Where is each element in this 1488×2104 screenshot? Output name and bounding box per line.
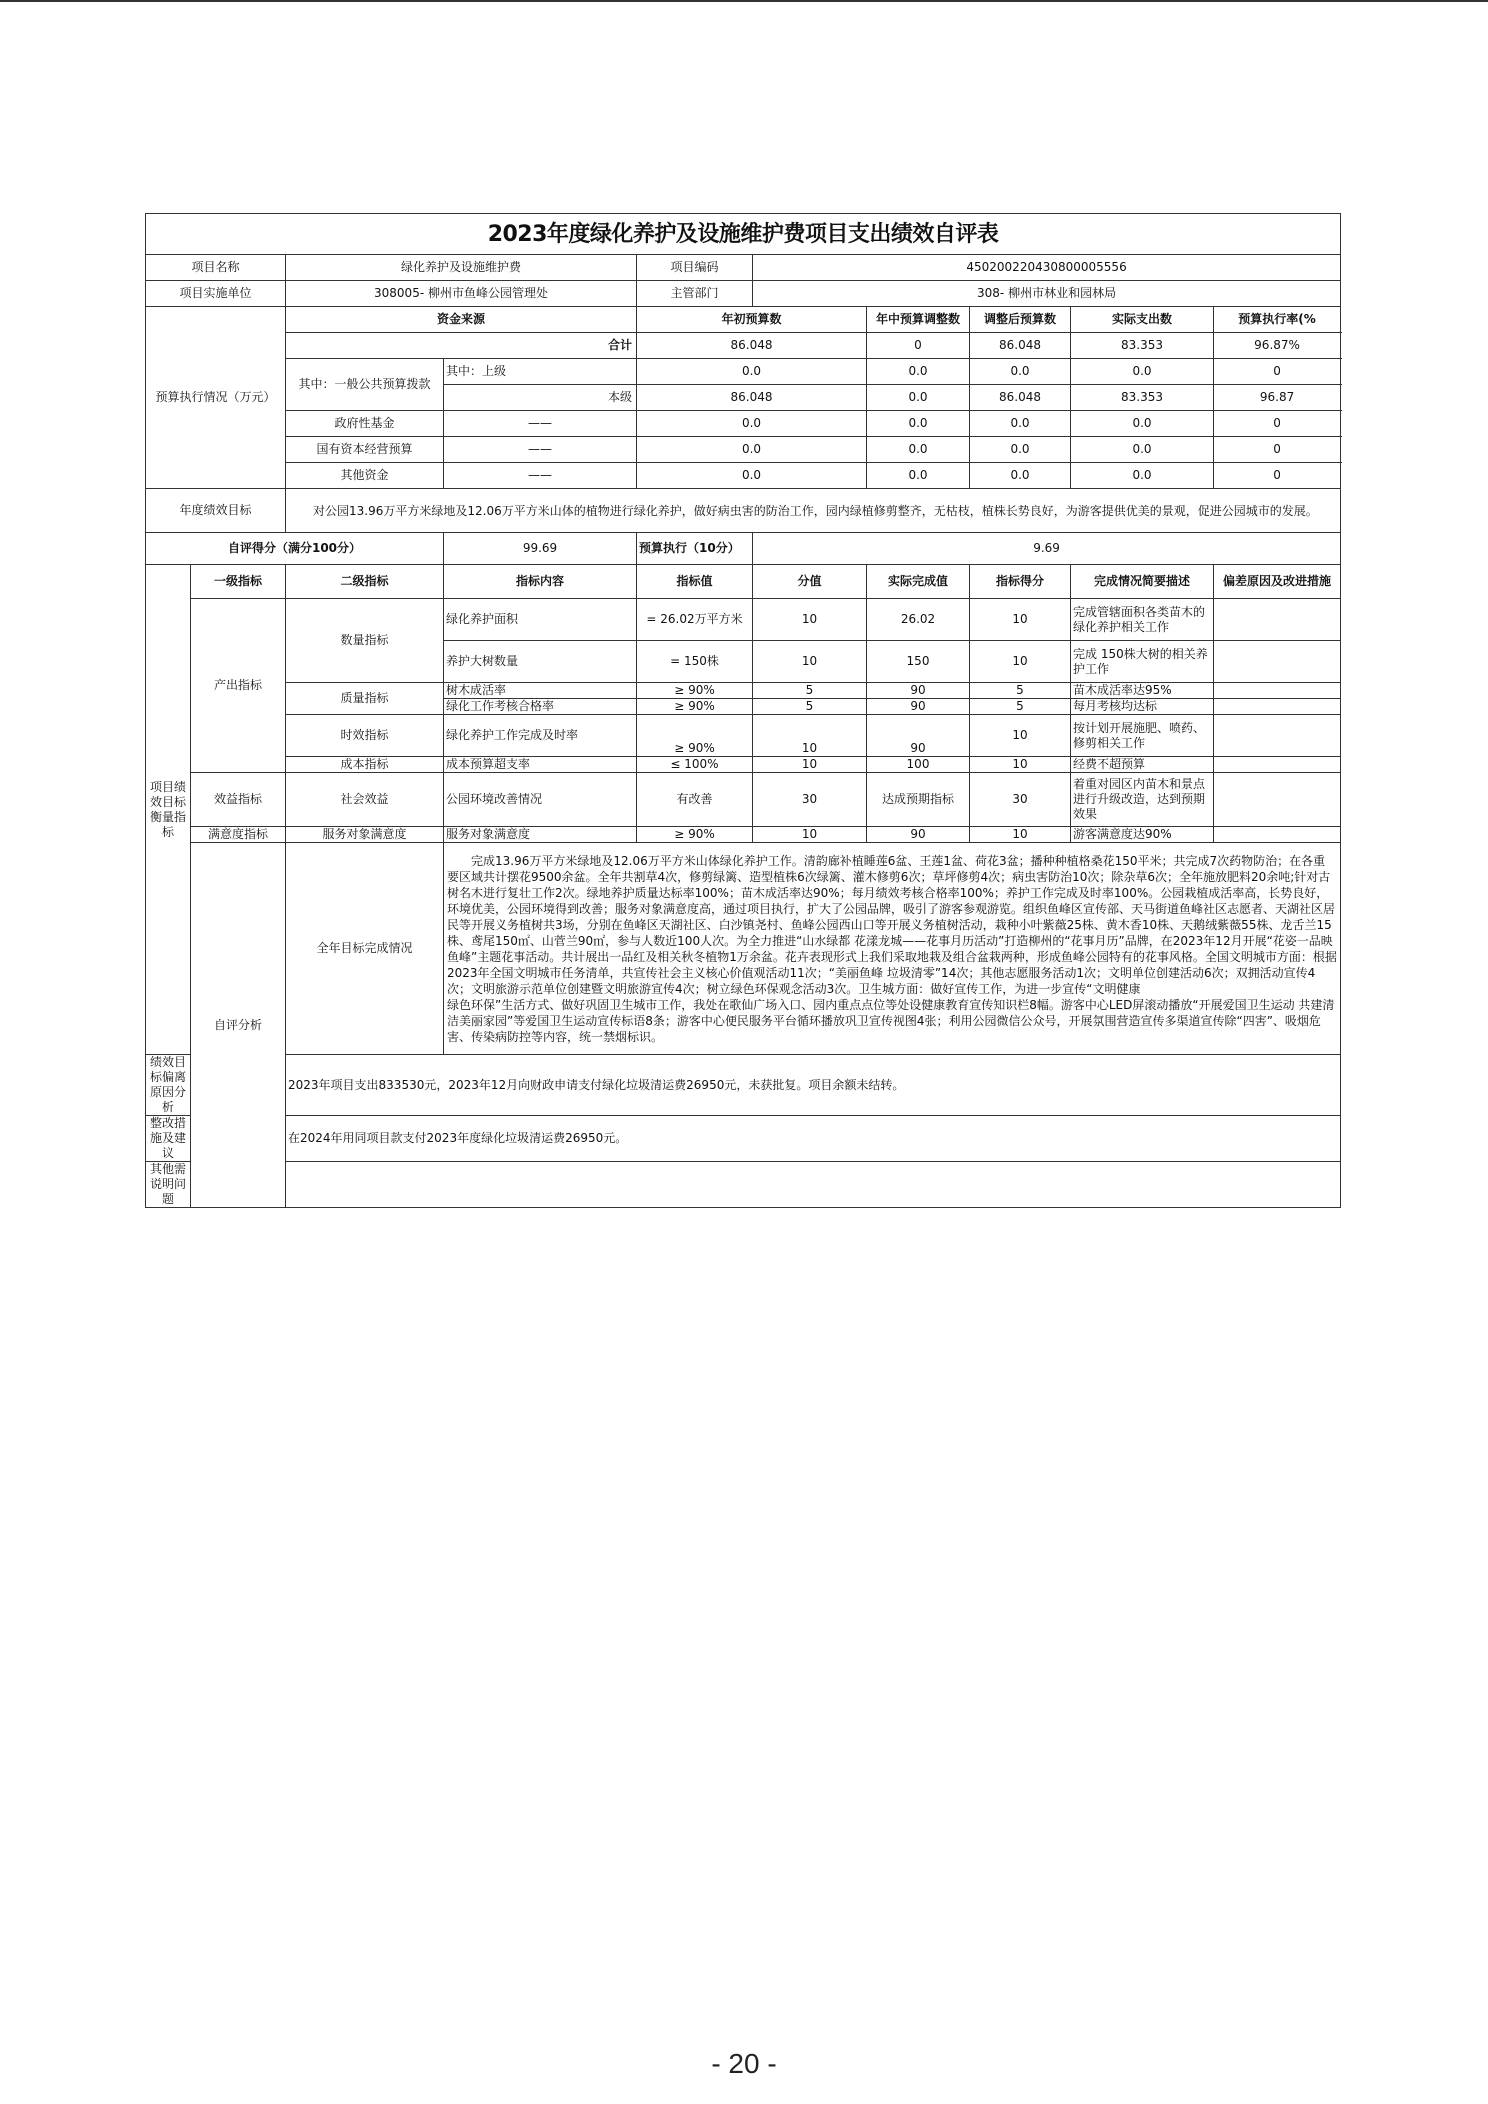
budget-row-label: 国有资本经营预算 [286,437,444,463]
indicator-target: ≥ 90% [637,827,753,843]
budget-sub-label: 本级 [444,385,637,411]
rectify-label: 整改措施及建议 [146,1116,191,1162]
analysis-section-label: 自评分析 [191,843,286,1208]
indicator-content: 公园环境改善情况 [444,773,637,827]
indicator-actual: 达成预期指标 [867,773,970,827]
indicator-weight: 5 [753,699,867,715]
indicator-row [146,773,1341,827]
budget-row-superior [146,359,1341,385]
project-unit-label: 项目实施单位 [146,281,286,307]
indicator-desc: 苗木成活率达95% [1071,683,1214,699]
indicator-actual: 100 [867,757,970,773]
group-benefit: 效益指标 [191,773,286,827]
budget-sub-label: 其中：上级 [444,359,637,385]
budget-initial: 0.0 [637,359,867,385]
budget-midyear: 0.0 [867,437,970,463]
header-actual-spend: 实际支出数 [1071,307,1214,333]
indicator-content: 养护大树数量 [444,641,637,683]
budget-midyear: 0 [867,333,970,359]
indicator-target: ≥ 90% [637,715,753,757]
completion-label: 全年目标完成情况 [286,843,444,1055]
annual-goal-label: 年度绩效目标 [146,489,286,533]
indicator-row [146,715,1341,757]
budget-actual: 0.0 [1071,359,1214,385]
completion-paragraph-1: 完成13.96万平方米绿地及12.06万平方米山体绿化养护工作。清韵廊补植睡莲6盆、王莲1盆、荷花3盆；播种种植格桑花150平米；共完成7次药物防治；在各重要区域共计摆花9500余盆。全年共割草4次，修剪绿篱、造型植株6次绿篱、灌木修剪6次；草坪修剪4次；病虫害防治10次；除杂草6次；全年施放肥料20余吨;针对古树名木进行复壮工作2次。绿地养护质量达标率100%；苗木成活率达90%；每月绩效考核合格率100%；养护工作完成及时率100%。公园栽植成活率高，长势良好，环境优美，公园环境得到改善；服务对象满意度高，通过项目执行，扩大了公园品牌，吸引了游客参观游览。组织鱼峰区宣传部、天马街道鱼峰社区志愿者、天湖社区居民等开展义务植树共3场，分别在鱼峰区天湖社区、白沙镇尧村、鱼峰公园西山口等开展义务植树活动，栽种小叶紫薇25株、黄木香10株、天鹅绒紫薇55株、龙舌兰15株、鸢尾150㎡、山菅兰90㎡，参与人数近100人次。为全力推进“山水绿都 花漾龙城——花事月历活动”打造柳州的“花事月历”品牌，在2023年12月开展“花姿一品映鱼峰”主题花事活动。共计展出一品红及相关秋冬植物1万余盆。花卉表现形式上我们采取地栽及组合盆栽两种，形成鱼峰公园特有的花事风格。全国文明城市方面：根据2023年全国文明城市任务清单，共宣传社会主义核心价值观活动11次；“美丽鱼峰 垃圾清零”14次；其他志愿服务活动1次；文明单位创建活动6次；双拥活动宣传4次；文明旅游示范单位创建暨文明旅游宣传4次；树立绿色环保观念活动3次。卫生城方面：做好宣传工作，为进一步宣传“文明健康 [447,853,1337,996]
budget-initial: 0.0 [637,463,867,489]
budget-rate: 0 [1214,359,1341,385]
indicator-row [146,683,1341,699]
indicator-score: 5 [970,683,1071,699]
budget-adjusted: 0.0 [970,463,1071,489]
indicator-deviation [1214,683,1341,699]
budget-midyear: 0.0 [867,359,970,385]
indicator-deviation [1214,715,1341,757]
department-label: 主管部门 [637,281,753,307]
budget-rate: 96.87% [1214,333,1341,359]
indicator-actual: 26.02 [867,599,970,641]
budget-score-label: 预算执行（10分） [637,533,753,565]
indicator-target: = 26.02万平方米 [637,599,753,641]
general-budget-label: 其中：一般公共预算拨款 [286,359,444,411]
self-score-label: 自评得分（满分100分） [146,533,444,565]
budget-row-label: 政府性基金 [286,411,444,437]
indicator-deviation [1214,699,1341,715]
budget-rate: 0 [1214,463,1341,489]
project-name-value: 绿化养护及设施维护费 [286,255,637,281]
indicator-weight: 30 [753,773,867,827]
budget-adjusted: 86.048 [970,385,1071,411]
indicator-score: 10 [970,599,1071,641]
group-timeliness: 时效指标 [286,715,444,757]
indicator-target: 有改善 [637,773,753,827]
indicator-target: ≤ 100% [637,757,753,773]
budget-rate: 0 [1214,411,1341,437]
budget-actual: 0.0 [1071,437,1214,463]
header-adjusted-budget: 调整后预算数 [970,307,1071,333]
indicator-deviation [1214,827,1341,843]
indicator-weight: 10 [753,715,867,757]
project-code-value: 450200220430800005556 [753,255,1341,281]
indicator-content: 绿化养护面积 [444,599,637,641]
project-code-label: 项目编码 [637,255,753,281]
indicator-score: 10 [970,641,1071,683]
header-deviation: 偏差原因及改进措施 [1214,565,1341,599]
budget-adjusted: 0.0 [970,359,1071,385]
header-target: 指标值 [637,565,753,599]
indicator-deviation [1214,773,1341,827]
budget-row-gov-fund [146,411,1341,437]
indicator-desc: 按计划开展施肥、喷药、修剪相关工作 [1071,715,1214,757]
header-level2: 二级指标 [286,565,444,599]
budget-actual: 83.353 [1071,333,1214,359]
budget-score-value: 9.69 [753,533,1341,565]
indicator-target: = 150株 [637,641,753,683]
header-execution-rate: 预算执行率(% [1214,307,1341,333]
indicator-desc: 每月考核均达标 [1071,699,1214,715]
header-desc: 完成情况简要描述 [1071,565,1214,599]
performance-self-evaluation-table [145,213,1341,1208]
indicator-desc: 经费不超预算 [1071,757,1214,773]
indicator-content: 绿化工作考核合格率 [444,699,637,715]
budget-initial: 0.0 [637,437,867,463]
budget-section-label: 预算执行情况（万元） [146,307,286,489]
budget-actual: 0.0 [1071,411,1214,437]
indicator-desc: 着重对园区内苗木和景点进行升级改造，达到预期效果 [1071,773,1214,827]
deviation-analysis-text: 2023年项目支出833530元，2023年12月向财政申请支付绿化垃圾清运费26950元，未获批复。项目余额未结转。 [286,1055,1341,1116]
project-name-label: 项目名称 [146,255,286,281]
indicators-section-label: 项目绩效目标衡量指标 [146,565,191,1055]
indicator-score: 10 [970,757,1071,773]
indicator-actual: 90 [867,683,970,699]
indicator-actual: 150 [867,641,970,683]
other-issues-text [286,1162,1341,1208]
indicator-weight: 10 [753,641,867,683]
budget-adjusted: 0.0 [970,437,1071,463]
indicator-deviation [1214,757,1341,773]
table-title: 2023年度绿化养护及设施维护费项目支出绩效自评表 [146,214,1341,255]
budget-actual: 83.353 [1071,385,1214,411]
indicator-row [146,827,1341,843]
header-fund-source: 资金来源 [286,307,637,333]
indicator-desc: 游客满意度达90% [1071,827,1214,843]
header-actual: 实际完成值 [867,565,970,599]
deviation-analysis-label: 绩效目标偏离原因分析 [146,1055,191,1116]
budget-row-other [146,463,1341,489]
budget-row-total [146,333,1341,359]
budget-sub-label: —— [444,463,637,489]
budget-midyear: 0.0 [867,463,970,489]
budget-actual: 0.0 [1071,463,1214,489]
annual-goal-paragraph: 对公园13.96万平方米绿地及12.06万平方米山体的植物进行绿化养护，做好病虫害的防治工作，园内绿植修剪整齐，无枯枝，植株长势良好，为游客提供优美的景观，促进公园城市的发展。 [313,503,1318,518]
budget-rate: 96.87 [1214,385,1341,411]
indicator-desc: 完成管辖面积各类苗木的绿化养护相关工作 [1071,599,1214,641]
indicator-actual: 90 [867,699,970,715]
indicator-content: 树木成活率 [444,683,637,699]
budget-initial: 0.0 [637,411,867,437]
group-quality: 质量指标 [286,683,444,715]
other-issues-label: 其他需说明问题 [146,1162,191,1208]
header-score: 指标得分 [970,565,1071,599]
indicator-actual: 90 [867,715,970,757]
indicator-weight: 10 [753,757,867,773]
budget-adjusted: 86.048 [970,333,1071,359]
budget-row-label: 其他资金 [286,463,444,489]
budget-sub-label: —— [444,437,637,463]
top-border-rule [0,0,1488,2]
indicator-content: 成本预算超支率 [444,757,637,773]
header-initial-budget: 年初预算数 [637,307,867,333]
indicator-deviation [1214,641,1341,683]
indicator-row [146,599,1341,641]
budget-row-state-capital [146,437,1341,463]
budget-initial: 86.048 [637,385,867,411]
group-service: 服务对象满意度 [286,827,444,843]
department-value: 308- 柳州市林业和园林局 [753,281,1341,307]
budget-midyear: 0.0 [867,411,970,437]
indicator-desc: 完成 150株大树的相关养护工作 [1071,641,1214,683]
budget-row-label: 合计 [286,333,637,359]
indicator-actual: 90 [867,827,970,843]
indicator-score: 30 [970,773,1071,827]
group-output: 产出指标 [191,599,286,773]
budget-adjusted: 0.0 [970,411,1071,437]
header-midyear-adjust: 年中预算调整数 [867,307,970,333]
header-level1: 一级指标 [191,565,286,599]
budget-sub-label: —— [444,411,637,437]
header-weight: 分值 [753,565,867,599]
budget-initial: 86.048 [637,333,867,359]
indicator-row [146,757,1341,773]
indicator-score: 5 [970,699,1071,715]
indicator-score: 10 [970,827,1071,843]
indicator-content: 服务对象满意度 [444,827,637,843]
budget-rate: 0 [1214,437,1341,463]
indicator-weight: 10 [753,827,867,843]
project-unit-value: 308005- 柳州市鱼峰公园管理处 [286,281,637,307]
budget-midyear: 0.0 [867,385,970,411]
annual-goal-text [286,489,1341,533]
indicator-weight: 5 [753,683,867,699]
group-quantity: 数量指标 [286,599,444,683]
self-score-value: 99.69 [444,533,637,565]
indicator-weight: 10 [753,599,867,641]
group-social: 社会效益 [286,773,444,827]
indicator-content: 绿化养护工作完成及时率 [444,715,637,757]
indicator-target: ≥ 90% [637,699,753,715]
header-content: 指标内容 [444,565,637,599]
indicator-deviation [1214,599,1341,641]
group-satisfaction: 满意度指标 [191,827,286,843]
rectify-text: 在2024年用同项目款支付2023年度绿化垃圾清运费26950元。 [286,1116,1341,1162]
page-number: - 20 - [711,2048,777,2079]
indicator-target: ≥ 90% [637,683,753,699]
indicator-score: 10 [970,715,1071,757]
completion-paragraph-2: 绿色环保”生活方式、做好巩固卫生城市工作，我处在歌仙广场入口、园内重点点位等处设健康教育宣传知识栏8幅。游客中心LED屏滚动播放“开展爱国卫生运动 共建清洁美丽家园”等爱国卫生运动宣传标语8条；游客中心便民服务平台循环播放巩卫宣传视图4张；利用公园微信公众号，开展氛围营造宣传多渠道宣传除“四害”、吸烟危害、传染病防控等内容，统一禁烟标识。 [447,997,1335,1044]
group-cost: 成本指标 [286,757,444,773]
completion-text [444,843,1341,1055]
